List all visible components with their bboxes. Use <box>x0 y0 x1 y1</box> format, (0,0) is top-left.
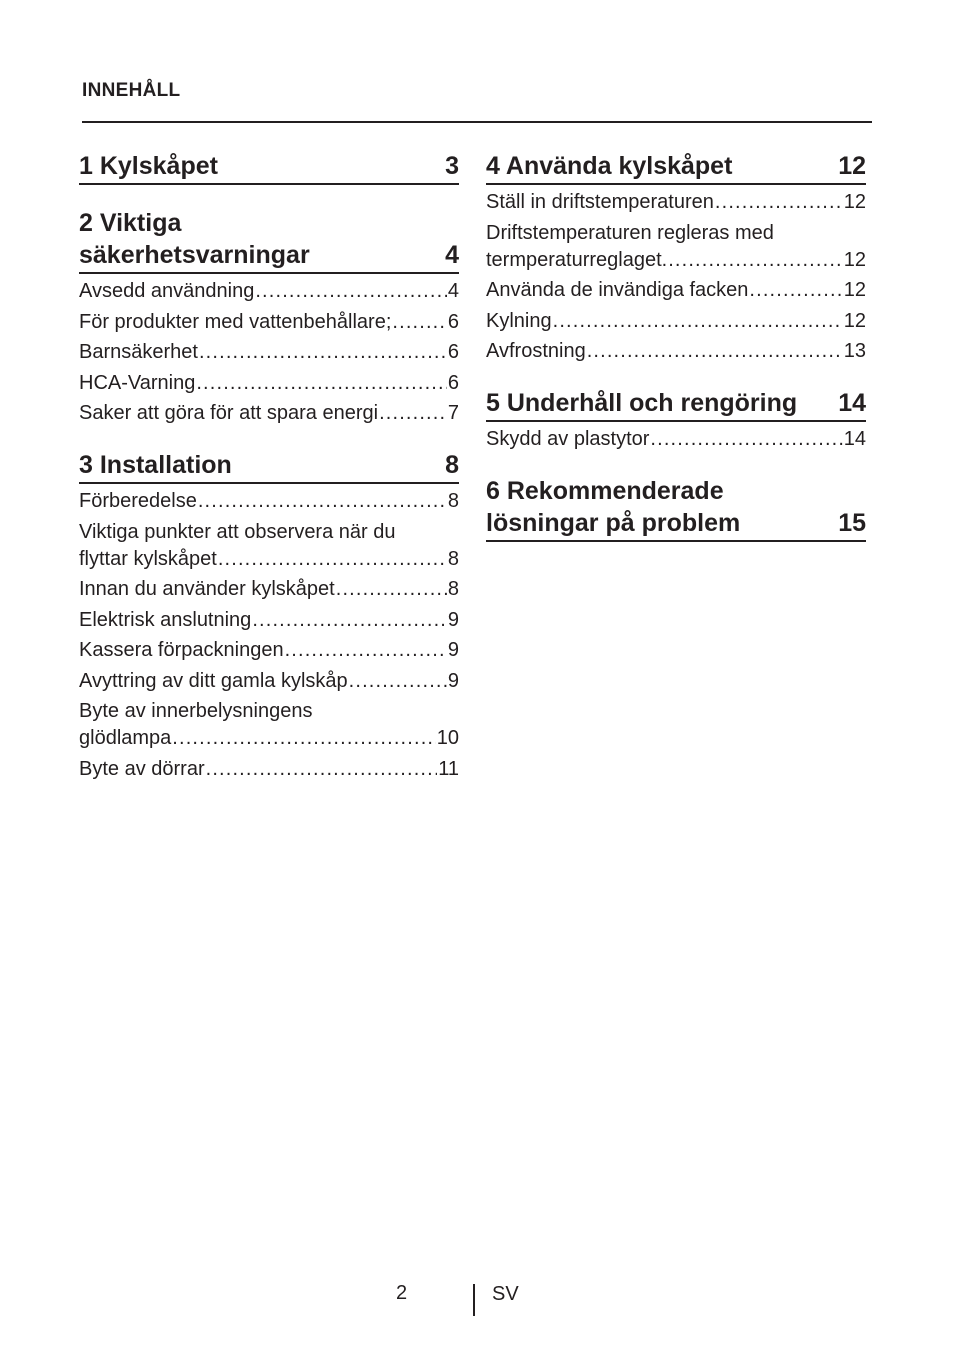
toc-entry[interactable] <box>486 308 866 335</box>
language-code: SV <box>492 1283 519 1305</box>
entry-line <box>79 488 459 515</box>
header-divider <box>82 121 872 123</box>
entry-title: Förberedelse <box>79 490 197 512</box>
entry-page: 8 <box>447 547 459 570</box>
entry-title: glödlampa <box>79 727 172 749</box>
entry-page: 12 <box>843 309 866 332</box>
entry-line <box>79 637 459 664</box>
toc-section-heading[interactable] <box>486 387 866 422</box>
section-page: 15 <box>838 509 866 537</box>
dot-leader <box>349 668 447 695</box>
dot-leader <box>668 247 843 274</box>
entry-title: Avsedd användning <box>79 280 255 302</box>
entry-title: Avyttring av ditt gamla kylskåp <box>79 669 348 692</box>
entry-title: Skydd av plastytor <box>486 428 650 450</box>
toc-entry[interactable] <box>79 519 459 573</box>
toc-entry[interactable] <box>486 189 866 216</box>
entry-page: 12 <box>843 191 866 213</box>
entry-line <box>79 725 459 752</box>
section-page: 4 <box>445 241 459 269</box>
dot-leader <box>650 426 842 453</box>
section-page: 12 <box>838 152 866 180</box>
entry-page: 6 <box>447 371 459 394</box>
dot-leader <box>715 189 843 216</box>
entry-line <box>79 370 459 397</box>
entry-page: 14 <box>843 428 866 450</box>
entry-title: HCA-Varning <box>79 371 196 394</box>
toc-section-heading[interactable] <box>79 207 459 274</box>
dot-leader <box>218 546 447 573</box>
entry-title: Ställ in driftstemperaturen <box>486 191 714 213</box>
toc-section <box>486 150 866 365</box>
toc-entry[interactable] <box>79 637 459 664</box>
dot-leader <box>196 370 447 397</box>
toc-section-heading[interactable] <box>79 449 459 484</box>
toc-section <box>486 387 866 453</box>
entry-title-line: Byte av innerbelysningens <box>79 700 313 722</box>
dot-leader <box>285 637 447 664</box>
entry-title: Innan du använder kylskåpet <box>79 578 335 600</box>
dot-leader <box>587 338 843 365</box>
entry-page: 8 <box>447 578 459 600</box>
footer-divider <box>473 1284 475 1316</box>
entry-line <box>486 338 866 365</box>
toc-entry[interactable] <box>79 400 459 427</box>
section-title: 3 Installation <box>79 451 232 479</box>
entry-title: termperaturreglaget. <box>486 248 668 271</box>
entry-line <box>79 546 459 573</box>
dot-leader <box>749 277 842 304</box>
entry-page: 13 <box>843 340 866 362</box>
toc-section <box>79 207 459 427</box>
section-page: 3 <box>445 152 459 180</box>
section-title: 1 Kylskåpet <box>79 152 218 180</box>
section-title: 2 Viktiga säkerhetsvarningar <box>79 209 310 269</box>
entry-line <box>486 277 866 304</box>
entry-line <box>79 400 459 427</box>
entry-page: 9 <box>447 639 459 661</box>
entry-title: Barnsäkerhet <box>79 341 198 363</box>
toc-section <box>79 150 459 185</box>
dot-leader <box>206 756 438 783</box>
dot-leader <box>172 725 435 752</box>
dot-leader <box>336 576 447 603</box>
toc-entry[interactable] <box>79 488 459 515</box>
entry-line <box>79 309 459 336</box>
section-page: 14 <box>838 389 866 417</box>
entry-line <box>79 278 459 305</box>
toc-section-heading[interactable] <box>486 150 866 185</box>
toc-entry[interactable] <box>79 668 459 695</box>
dot-leader <box>199 339 447 366</box>
entry-line <box>79 756 459 783</box>
entry-line <box>486 247 866 274</box>
entry-title: För produkter med vattenbehållare; <box>79 310 392 333</box>
toc-entry[interactable] <box>486 338 866 365</box>
toc-section-heading[interactable] <box>79 150 459 185</box>
toc-section <box>486 475 866 542</box>
entry-page: 9 <box>447 669 459 692</box>
entry-line <box>79 668 459 695</box>
entry-page: 12 <box>843 248 866 271</box>
entry-line <box>79 607 459 634</box>
entry-title: Använda de invändiga facken <box>486 279 749 301</box>
entry-line <box>486 189 866 216</box>
entry-title: Avfrostning <box>486 340 586 362</box>
entry-page: 6 <box>447 341 459 363</box>
section-title: 6 Rekommenderade lösningar på problem <box>486 477 741 537</box>
toc-entry[interactable] <box>486 220 866 274</box>
entry-line <box>79 576 459 603</box>
toc-entry[interactable] <box>79 278 459 305</box>
entry-title: Elektrisk anslutning <box>79 608 252 631</box>
toc-section-heading[interactable] <box>486 475 866 542</box>
toc-entry[interactable] <box>486 277 866 304</box>
dot-leader <box>255 278 447 305</box>
toc-entry[interactable] <box>79 756 459 783</box>
entry-page: 4 <box>447 280 459 302</box>
entry-line <box>79 339 459 366</box>
dot-leader <box>198 488 447 515</box>
entry-title-line: Driftstemperaturen regleras med <box>486 221 774 244</box>
toc-heading: INNEHÅLL <box>82 80 181 101</box>
entry-page: 8 <box>447 490 459 512</box>
entry-line <box>486 426 866 453</box>
toc-right-column <box>486 150 866 564</box>
entry-page: 6 <box>447 310 459 333</box>
section-title: 5 Underhåll och rengöring <box>486 389 798 417</box>
entry-title-line: Viktiga punkter att observera när du <box>79 520 396 543</box>
entry-title: Byte av dörrar <box>79 757 205 780</box>
dot-leader <box>252 607 447 634</box>
toc-section <box>79 449 459 783</box>
entry-title: Kylning <box>486 309 552 332</box>
entry-title: Kassera förpackningen <box>79 639 284 661</box>
entry-page: 7 <box>447 402 459 424</box>
toc-entry[interactable] <box>79 698 459 752</box>
toc-entry[interactable] <box>79 576 459 603</box>
toc-entry[interactable] <box>79 339 459 366</box>
section-page: 8 <box>445 451 459 479</box>
toc-entry[interactable] <box>79 607 459 634</box>
toc-entry[interactable] <box>79 370 459 397</box>
entry-title: flyttar kylskåpet <box>79 547 217 570</box>
dot-leader <box>379 400 447 427</box>
section-title: 4 Använda kylskåpet <box>486 152 733 180</box>
page-number: 2 <box>396 1282 408 1304</box>
dot-leader <box>392 309 446 336</box>
toc-left-column <box>79 150 459 805</box>
entry-page: 9 <box>447 608 459 631</box>
dot-leader <box>553 308 843 335</box>
toc-entry[interactable] <box>79 309 459 336</box>
entry-page: 12 <box>843 279 866 301</box>
entry-line <box>486 308 866 335</box>
entry-page: 11 <box>438 757 459 780</box>
entry-page: 10 <box>436 727 459 749</box>
entry-title: Saker att göra för att spara energi <box>79 402 379 424</box>
toc-entry[interactable] <box>486 426 866 453</box>
